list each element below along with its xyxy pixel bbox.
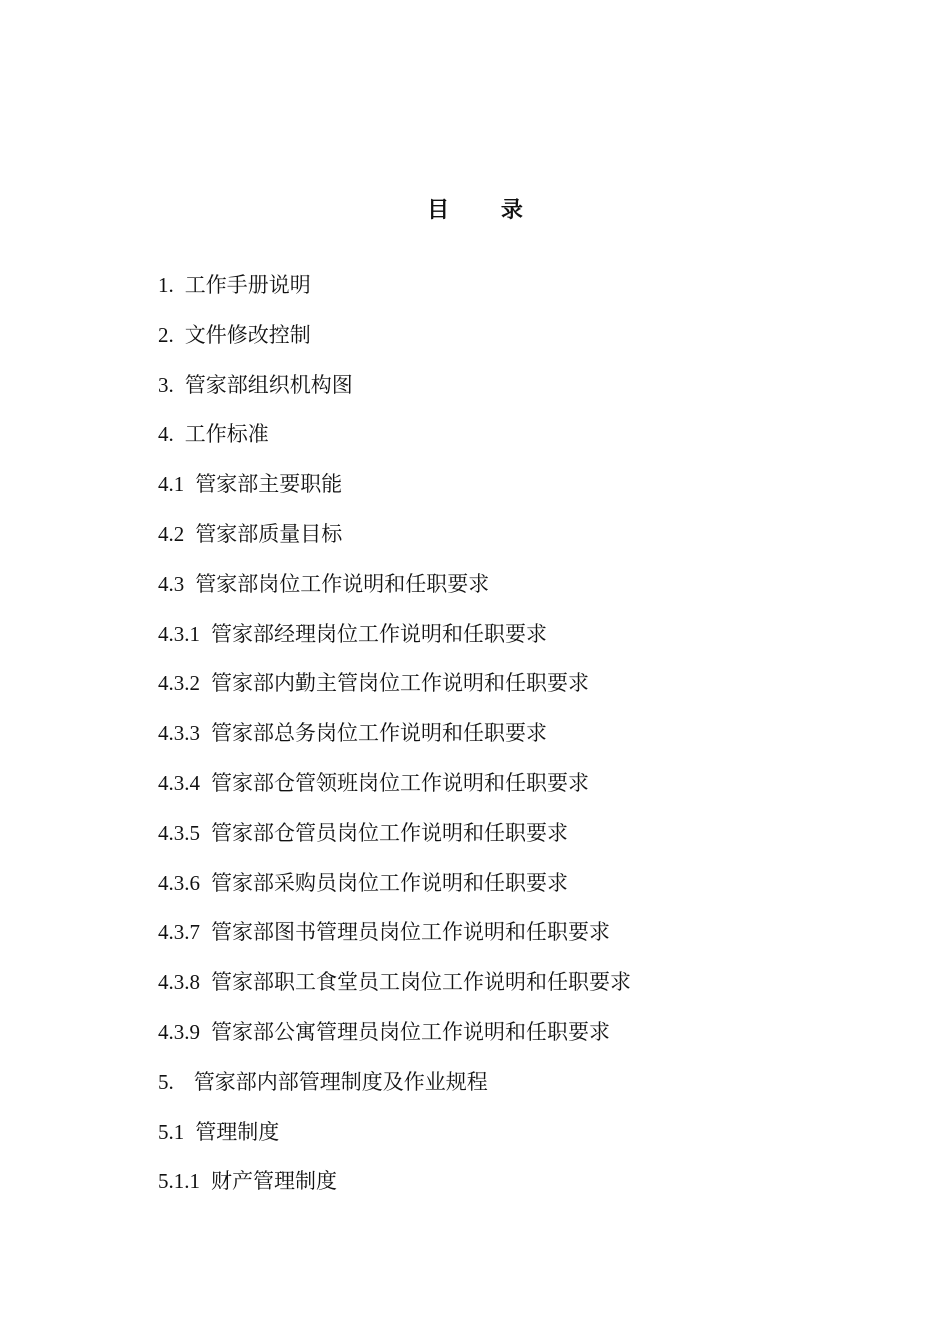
toc-entry-text: 管家部组织机构图 xyxy=(184,372,353,397)
toc-entry-text: 管家部采购员岗位工作说明和任职要求 xyxy=(211,870,568,895)
toc-entry-text: 管家部内部管理制度及作业规程 xyxy=(193,1069,488,1094)
toc-entry-text: 管理制度 xyxy=(195,1119,280,1144)
toc-entry-text: 管家部仓管领班岗位工作说明和任职要求 xyxy=(211,770,589,795)
toc-list xyxy=(158,270,631,1216)
toc-entry xyxy=(158,569,631,619)
toc-entry-text: 工作标准 xyxy=(184,422,269,447)
toc-entry-text: 管家部质量目标 xyxy=(195,521,343,546)
toc-entry xyxy=(158,768,631,818)
toc-entry xyxy=(158,270,631,320)
toc-entry xyxy=(158,1166,631,1216)
toc-entry-number: 4.2 xyxy=(158,521,185,546)
toc-entry-text: 管家部总务岗位工作说明和任职要求 xyxy=(211,721,547,746)
toc-entry-text: 管家部职工食堂员工岗位工作说明和任职要求 xyxy=(211,970,631,995)
toc-entry-text: 文件修改控制 xyxy=(184,322,311,347)
toc-entry xyxy=(158,469,631,519)
toc-entry-text: 工作手册说明 xyxy=(184,273,311,297)
toc-entry xyxy=(158,1117,631,1167)
toc-entry xyxy=(158,619,631,669)
toc-entry xyxy=(158,917,631,967)
toc-entry-number: 3. xyxy=(158,372,174,397)
toc-entry-text: 管家部公寓管理员岗位工作说明和任职要求 xyxy=(211,1019,610,1044)
toc-entry-number: 4.3.2 xyxy=(158,671,200,696)
toc-entry-number: 4.3.6 xyxy=(158,870,200,895)
toc-entry-number: 5.1.1 xyxy=(158,1169,200,1194)
toc-entry-number: 4.3 xyxy=(158,571,185,596)
toc-entry xyxy=(158,519,631,569)
toc-entry xyxy=(158,320,631,370)
toc-entry xyxy=(158,419,631,469)
toc-entry xyxy=(158,668,631,718)
toc-entry-number: 4.3.1 xyxy=(158,621,200,646)
toc-entry-number: 4.3.9 xyxy=(158,1019,200,1044)
toc-entry xyxy=(158,1017,631,1067)
toc-entry-number: 4. xyxy=(158,422,174,447)
toc-entry-number: 4.1 xyxy=(158,472,185,497)
toc-entry xyxy=(158,718,631,768)
toc-entry-number: 1. xyxy=(158,273,174,297)
toc-entry xyxy=(158,818,631,868)
toc-entry-number: 4.3.4 xyxy=(158,770,200,795)
toc-entry-number: 4.3.5 xyxy=(158,820,200,845)
toc-entry-number: 5. xyxy=(158,1069,174,1094)
toc-entry xyxy=(158,370,631,420)
toc-entry-text: 管家部内勤主管岗位工作说明和任职要求 xyxy=(211,671,589,696)
toc-title: 目 录 xyxy=(427,197,545,223)
toc-entry xyxy=(158,967,631,1017)
toc-entry-text: 管家部主要职能 xyxy=(195,472,343,497)
toc-entry-number: 4.3.8 xyxy=(158,970,200,995)
toc-entry-text: 管家部图书管理员岗位工作说明和任职要求 xyxy=(211,920,610,945)
toc-entry-text: 管家部岗位工作说明和任职要求 xyxy=(195,571,490,596)
toc-entry-number: 5.1 xyxy=(158,1119,185,1144)
toc-entry-text: 财产管理制度 xyxy=(211,1169,337,1194)
toc-entry-number: 4.3.7 xyxy=(158,920,200,945)
toc-entry xyxy=(158,1067,631,1117)
toc-entry xyxy=(158,868,631,918)
toc-entry-number: 2. xyxy=(158,322,174,347)
toc-entry-number: 4.3.3 xyxy=(158,721,200,746)
toc-entry-text: 管家部经理岗位工作说明和任职要求 xyxy=(211,621,547,646)
toc-entry-text: 管家部仓管员岗位工作说明和任职要求 xyxy=(211,820,568,845)
